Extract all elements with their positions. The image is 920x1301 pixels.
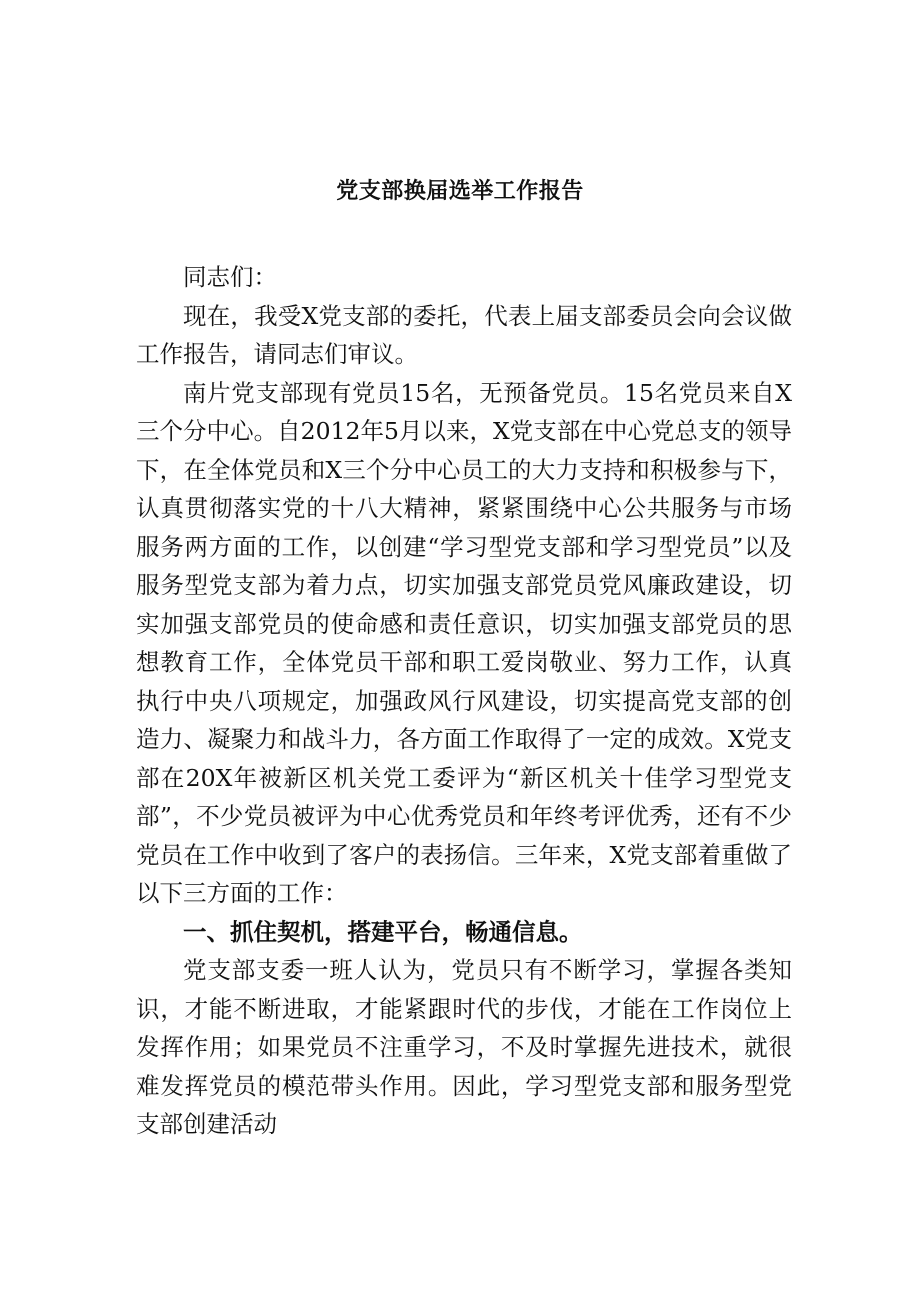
document-title: 党支部换届选举工作报告 (336, 179, 584, 204)
paragraph-overview: 南片党支部现有党员15名，无预备党员。15名党员来自X三个分中心。自2012年5月以来，X党支部在中心党总支的领导下，在全体党员和X三个分中心员工的大力支持和积极参与下，认真贯彻落实党的十八大精神，紧紧围绕中心公共服务与市场服务两方面的工作，以创建“学习型党支部和学习型党员”以及服务型党支部为着力点，切实加强支部党员党风廉政建设，切实加强支部党员的使命感和责任意识，切实加强支部党员的思想教育工作，全体党员干部和职工爱岗敬业、努力工作，认真执行中央八项规定，加强政风行风建设，切实提高党支部的创造力、凝聚力和战斗力，各方面工作取得了一定的成效。X党支部在20X年被新区机关党工委评为“新区机关十佳学习型党支部”，不少党员被评为中心优秀党员和年终考评优秀，还有不少党员在工作中收到了客户的表扬信。三年来，X党支部着重做了以下三方面的工作： (136, 378, 792, 907)
section-heading-1: 一、抓住契机，搭建平台，畅通信息。 (183, 917, 583, 946)
document-body (136, 258, 792, 1144)
section-1-paragraph: 党支部支委一班人认为，党员只有不断学习，掌握各类知识，才能不断进取，才能紧跟时代的步伐，才能在工作岗位上发挥作用；如果党员不注重学习，不及时掌握先进技术，就很难发挥党员的模范带头作用。因此，学习型党支部和服务型党支部创建活动 (136, 956, 792, 1138)
paragraph-intro: 现在，我受X党支部的委托，代表上届支部委员会向会议做工作报告，请同志们审议。 (136, 301, 792, 368)
salutation: 同志们： (183, 263, 277, 291)
